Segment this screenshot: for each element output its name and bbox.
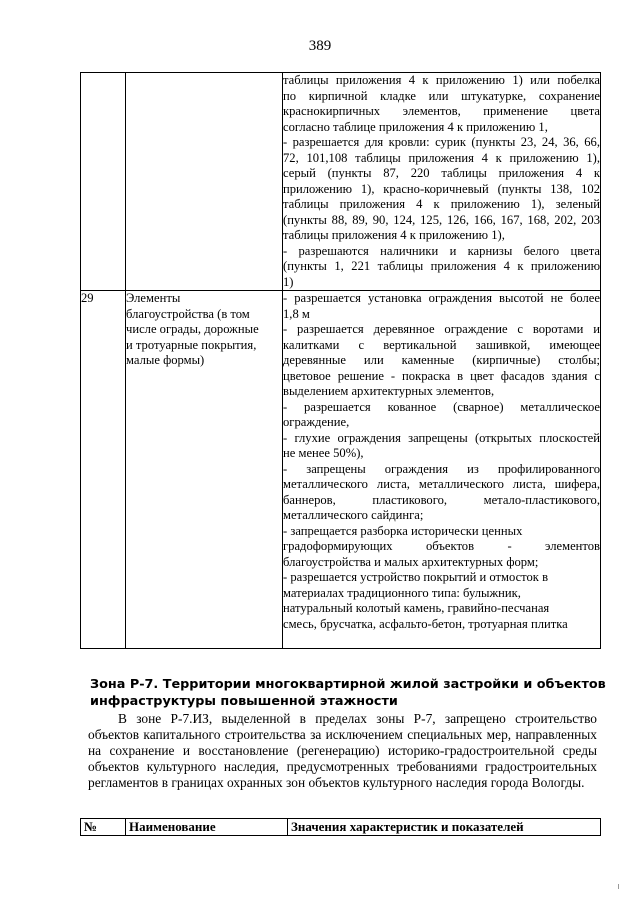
text-line: Элементы (126, 291, 181, 305)
text-line: натуральный колотый камень, гравийно-песчаная (283, 601, 550, 615)
text-line: 1) (283, 274, 294, 289)
text-line: и тротуарные покрытия, (126, 337, 257, 352)
value-cell (283, 73, 601, 291)
header-values: Значения характеристик и показателей (288, 819, 601, 836)
text-line: калитками с вертикальной зашивкой, имеющее (283, 337, 600, 352)
text-line: металлического листа, металлического листа, шифера, (283, 477, 600, 491)
text-line: (пункты 88, 89, 90, 124, 125, 126, 166, 167, 168, 202, 203 (283, 212, 600, 227)
text-line: - разрешается деревянное ограждение с воротами и (283, 322, 600, 336)
text-line: малые формы) (126, 353, 205, 367)
text-line: градоформирующих объектов - элементов (283, 539, 600, 553)
zone-heading-line: инфраструктуры повышенной этажности (90, 694, 398, 709)
name-cell (126, 73, 283, 291)
text-line: - запрещены ограждения из профилированного (283, 461, 600, 476)
text-line: - разрешаются наличники и карнизы белого цвета (283, 243, 600, 258)
text-line: - глухие ограждения запрещены (открытых плоскостей (283, 430, 600, 445)
text-line: - разрешается установка ограждения высотой не более (283, 291, 600, 305)
text-line: приложению 1), красно-коричневый (пункты 138, 102 (283, 181, 600, 196)
text-line: не менее 50%), (283, 446, 364, 460)
text-line: выделением архитектурных элементов, (283, 384, 495, 398)
text-line: таблицы приложения 4 к приложению 1) или побелка (283, 73, 600, 87)
text-line: деревянные или каменные (кирпичные) столбы; (283, 353, 600, 367)
text-line: металлического сайдинга; (283, 508, 424, 522)
header-number: № (81, 819, 126, 836)
text-line: благоустройства и малых архитектурных форм; (283, 554, 539, 569)
text-line: числе ограды, дорожные (126, 322, 259, 336)
text-line: согласно таблице приложения 4 к приложению 1, (283, 119, 548, 134)
row-name (126, 291, 283, 649)
number-cell (81, 73, 126, 291)
page-number: 389 (308, 38, 332, 54)
regulations-table (80, 72, 601, 649)
text-line: 72, 101,108 таблицы приложения 4 к приложению 1), (283, 150, 600, 165)
text-line: краснокирпичных элементов, применение цвета (283, 104, 600, 118)
zone-heading-line: Зона Р-7. Территории многоквартирной жилой застройки и объектов (90, 677, 606, 692)
text-line: - разрешается для кровли: сурик (пункты 23, 24, 36, 66, (283, 135, 600, 149)
text-line: серый (пункты 87, 220 таблицы приложения 4 к (283, 166, 600, 180)
header-row (81, 819, 601, 836)
table-row-29 (81, 291, 601, 649)
header-name: Наименование (126, 819, 288, 836)
text-line: цветовое решение - покраска в цвет фасадов здания с (283, 368, 600, 383)
zone-heading (90, 676, 606, 710)
text-line: 1,8 м (283, 306, 310, 321)
text-line: по кирпичной кладке или штукатурке, сохранение (283, 88, 600, 103)
text-line: смесь, брусчатка, асфальто-бетон, тротуарная плитка (283, 616, 568, 631)
text-line: таблицы приложения 4 к приложению 1), (283, 228, 505, 242)
table-row-continuation (81, 73, 601, 291)
blank-line (283, 632, 600, 648)
row-number: 29 (81, 291, 126, 649)
next-table-header (80, 818, 601, 836)
text-line: благоустройства (в том (126, 306, 250, 321)
text-line: - разрешается кованное (сварное) металлическое (283, 399, 600, 414)
text-line: - разрешается устройство покрытий и отмосток в (283, 570, 549, 584)
paragraph-text: В зоне Р-7.ИЗ, выделенной в пределах зоны Р-7, запрещено строительство объектов капитального строительства за исключением специальных мер, направленных на сохранение и восстановление (регенерацию) историко-градостроительной среды объектов культурного наследия, предусмотренных требованиями градостроительных регламентов в границах охранных зон объектов культурного наследия города Вологды. (88, 711, 597, 790)
text-line: ограждение, (283, 415, 350, 429)
text-line: материалах традиционного типа: булыжник, (283, 585, 521, 600)
text-line: - запрещается разборка исторически ценных (283, 523, 523, 538)
zone-paragraph (88, 711, 597, 791)
text-line: баннеров, пластикового, метало-пластикового, (283, 492, 600, 507)
row-value (283, 291, 601, 649)
scan-mark (618, 884, 619, 889)
text-line: (пункты 1, 221 таблицы приложения 4 к приложению (283, 259, 600, 273)
text-line: таблицы приложения 4 к приложению 1), зеленый (283, 197, 600, 211)
